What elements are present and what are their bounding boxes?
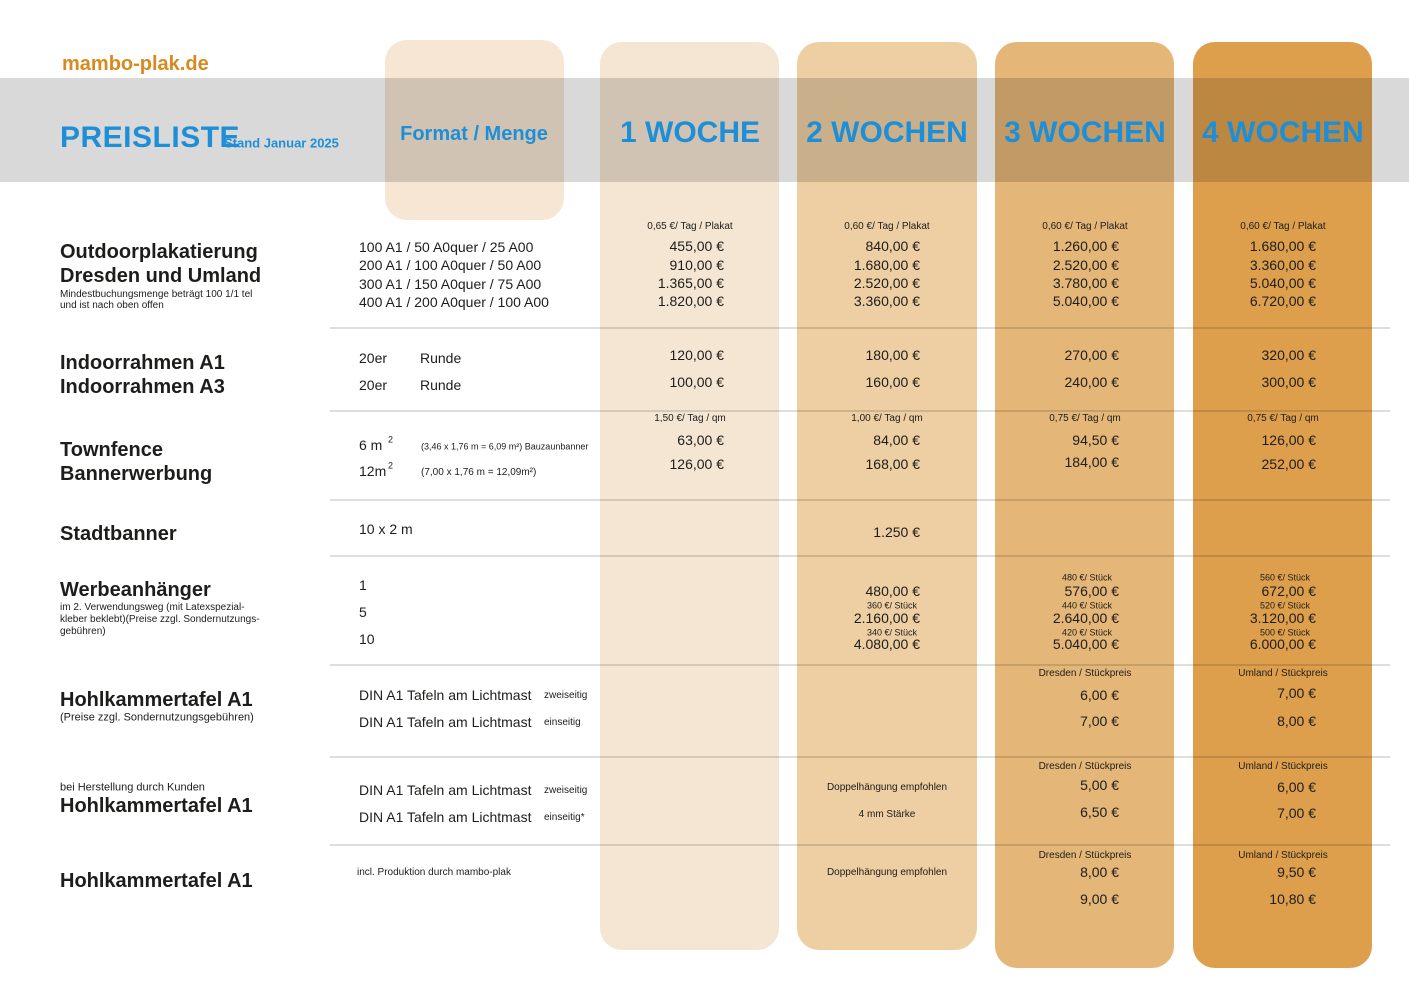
- price-note: Umland / Stückpreis: [1238, 761, 1328, 772]
- unit-price-note: 480 €/ Stück: [1061, 572, 1113, 583]
- price: 6,50 €: [1080, 804, 1119, 820]
- row-title: Dresden und Umland: [60, 265, 262, 287]
- price: 5.040,00 €: [1052, 636, 1119, 652]
- format-item: DIN A1 Tafeln am Lichtmast: [359, 809, 532, 825]
- price: 2.520,00 €: [1052, 257, 1119, 273]
- price: 7,00 €: [1277, 685, 1316, 701]
- page-title: PREISLISTE: [60, 121, 241, 154]
- unit-price-note: 340 €/ Stück: [866, 627, 918, 638]
- row-note: gebühren): [60, 626, 106, 637]
- row-divider: [330, 756, 1390, 758]
- row-title: Townfence: [60, 439, 163, 461]
- format-size: 12m: [359, 463, 387, 479]
- format-suffix: zweiseitig: [544, 785, 588, 796]
- price-note: 1,50 €/ Tag / qm: [654, 413, 726, 424]
- format-item: DIN A1 Tafeln am Lichtmast: [359, 687, 532, 703]
- format-item: 400 A1 / 200 A0quer / 100 A00: [359, 294, 549, 310]
- price: 270,00 €: [1064, 347, 1119, 363]
- unit-price-note: 360 €/ Stück: [866, 600, 918, 611]
- price: 94,50 €: [1072, 432, 1119, 448]
- price: 5.040,00 €: [1249, 275, 1316, 291]
- format-detail: (3,46 x 1,76 m = 6,09 m²) Bauzaunbanner: [421, 441, 589, 452]
- row-title: Outdoorplakatierung: [60, 241, 258, 263]
- format-qty: 20er: [359, 350, 388, 366]
- price: 8,00 €: [1277, 713, 1316, 729]
- price: 840,00 €: [865, 238, 920, 254]
- price-note: 0,60 €/ Tag / Plakat: [1042, 221, 1128, 232]
- price-note: 0,75 €/ Tag / qm: [1247, 413, 1319, 424]
- superscript: 2: [388, 460, 394, 471]
- price: 126,00 €: [1261, 432, 1316, 448]
- row-title: Indoorrahmen A3: [60, 376, 225, 398]
- price: 63,00 €: [677, 432, 724, 448]
- price: 240,00 €: [1064, 374, 1119, 390]
- row-pretitle: bei Herstellung durch Kunden: [60, 781, 205, 794]
- price-note: Dresden / Stückpreis: [1038, 850, 1132, 861]
- column-header-week-1: 1 WOCHE: [619, 116, 761, 149]
- price: 6,00 €: [1277, 779, 1316, 795]
- row-divider: [330, 844, 1390, 846]
- recommendation-note: Doppelhängung empfohlen: [826, 867, 948, 878]
- format-item: 10: [359, 631, 375, 647]
- price: 9,50 €: [1277, 864, 1316, 880]
- row-title: Hohlkammertafel A1: [60, 870, 253, 892]
- column-header-week-2: 2 WOCHEN: [806, 116, 968, 149]
- logo: mambo-plak.de: [62, 53, 209, 75]
- unit-price-note: 440 €/ Stück: [1061, 600, 1113, 611]
- unit-price-note: 500 €/ Stück: [1259, 627, 1311, 638]
- format-item: 300 A1 / 150 A0quer / 75 A00: [359, 276, 542, 292]
- row-note: und ist nach oben offen: [60, 300, 164, 311]
- row-title: Werbeanhänger: [60, 579, 211, 601]
- price: 3.360,00 €: [1249, 257, 1316, 273]
- format-item: DIN A1 Tafeln am Lichtmast: [359, 782, 532, 798]
- price-note: Dresden / Stückpreis: [1038, 761, 1132, 772]
- format-suffix: zweiseitig: [544, 690, 588, 701]
- price: 910,00 €: [669, 257, 724, 273]
- price: 184,00 €: [1064, 454, 1119, 470]
- price: 2.520,00 €: [853, 275, 920, 291]
- price: 120,00 €: [669, 347, 724, 363]
- recommendation-note: Doppelhängung empfohlen: [826, 782, 948, 793]
- row-title: Bannerwerbung: [60, 463, 213, 485]
- price: 6.720,00 €: [1249, 293, 1316, 309]
- format-item: 5: [359, 604, 367, 620]
- price: 168,00 €: [865, 456, 920, 472]
- price-note: 0,65 €/ Tag / Plakat: [647, 221, 733, 232]
- price: 7,00 €: [1277, 805, 1316, 821]
- row-title: Stadtbanner: [60, 523, 177, 545]
- price-note: 0,60 €/ Tag / Plakat: [844, 221, 930, 232]
- price: 10,80 €: [1269, 891, 1316, 907]
- unit-price-note: 520 €/ Stück: [1259, 600, 1311, 611]
- price: 4.080,00 €: [853, 636, 920, 652]
- price-note: Umland / Stückpreis: [1238, 668, 1328, 679]
- price: 5.040,00 €: [1052, 293, 1119, 309]
- thickness-note: 4 mm Stärke: [858, 809, 916, 820]
- row-divider: [330, 410, 1390, 412]
- row-title: Indoorrahmen A1: [60, 352, 225, 374]
- price: 320,00 €: [1261, 347, 1316, 363]
- row-title: Hohlkammertafel A1: [60, 689, 253, 711]
- price-note: Dresden / Stückpreis: [1038, 668, 1132, 679]
- format-detail: (7,00 x 1,76 m = 12,09m²): [421, 467, 537, 478]
- price: 1.365,00 €: [657, 275, 724, 291]
- unit-price-note: 420 €/ Stück: [1061, 627, 1113, 638]
- price: 455,00 €: [669, 238, 724, 254]
- price: 3.120,00 €: [1249, 610, 1316, 626]
- format-unit: Runde: [420, 377, 462, 393]
- row-title: Hohlkammertafel A1: [60, 795, 253, 817]
- superscript: 2: [388, 434, 394, 445]
- row-note: kleber beklebt)(Preise zzgl. Sondernutzungs-: [60, 614, 260, 625]
- format-column-header: Format / Menge: [400, 123, 548, 145]
- format-size: 6 m: [359, 437, 383, 453]
- price: 1.260,00 €: [1052, 238, 1119, 254]
- row-note: (Preise zzgl. Sondernutzungsgebühren): [60, 711, 254, 724]
- price: 8,00 €: [1080, 864, 1119, 880]
- price: 1.680,00 €: [1249, 238, 1316, 254]
- row-divider: [330, 555, 1390, 557]
- format-item: 1: [359, 577, 367, 593]
- column-header-week-3: 3 WOCHEN: [1004, 116, 1166, 149]
- price: 1.820,00 €: [657, 293, 724, 309]
- price: 84,00 €: [873, 432, 920, 448]
- row-divider: [330, 327, 1390, 329]
- price: 3.360,00 €: [853, 293, 920, 309]
- price: 100,00 €: [669, 374, 724, 390]
- price: 300,00 €: [1261, 374, 1316, 390]
- price: 6,00 €: [1080, 687, 1119, 703]
- format-item: 10 x 2 m: [359, 521, 413, 537]
- format-item: 100 A1 / 50 A0quer / 25 A00: [359, 239, 534, 255]
- price-note: 1,00 €/ Tag / qm: [851, 413, 923, 424]
- page-subtitle: Stand Januar 2025: [224, 135, 339, 151]
- price: 160,00 €: [865, 374, 920, 390]
- row-note: im 2. Verwendungsweg (mit Latexspezial-: [60, 602, 245, 613]
- price: 576,00 €: [1064, 583, 1119, 599]
- price: 3.780,00 €: [1052, 275, 1119, 291]
- price: 5,00 €: [1080, 777, 1119, 793]
- price: 672,00 €: [1261, 583, 1316, 599]
- price-note: 0,60 €/ Tag / Plakat: [1240, 221, 1326, 232]
- price: 7,00 €: [1080, 713, 1119, 729]
- price: 1.250 €: [873, 524, 920, 540]
- format-unit: Runde: [420, 350, 462, 366]
- price: 1.680,00 €: [853, 257, 920, 273]
- format-qty: 20er: [359, 377, 388, 393]
- format-item: DIN A1 Tafeln am Lichtmast: [359, 714, 532, 730]
- price: 126,00 €: [669, 456, 724, 472]
- price: 6.000,00 €: [1249, 636, 1316, 652]
- price-note: Umland / Stückpreis: [1238, 850, 1328, 861]
- price: 180,00 €: [865, 347, 920, 363]
- column-header-week-4: 4 WOCHEN: [1202, 116, 1364, 149]
- format-item: incl. Produktion durch mambo-plak: [357, 867, 511, 878]
- row-divider: [330, 664, 1390, 666]
- price-note: 0,75 €/ Tag / qm: [1049, 413, 1121, 424]
- price: 480,00 €: [865, 583, 920, 599]
- price: 2.160,00 €: [853, 610, 920, 626]
- unit-price-note: 560 €/ Stück: [1259, 572, 1311, 583]
- row-divider: [330, 499, 1390, 501]
- price: 2.640,00 €: [1052, 610, 1119, 626]
- format-suffix: einseitig*: [544, 812, 585, 823]
- format-item: 200 A1 / 100 A0quer / 50 A00: [359, 257, 542, 273]
- format-suffix: einseitig: [544, 717, 581, 728]
- price: 252,00 €: [1261, 456, 1316, 472]
- price: 9,00 €: [1080, 891, 1119, 907]
- row-note: Mindestbuchungsmenge beträgt 100 1/1 tel: [60, 289, 253, 300]
